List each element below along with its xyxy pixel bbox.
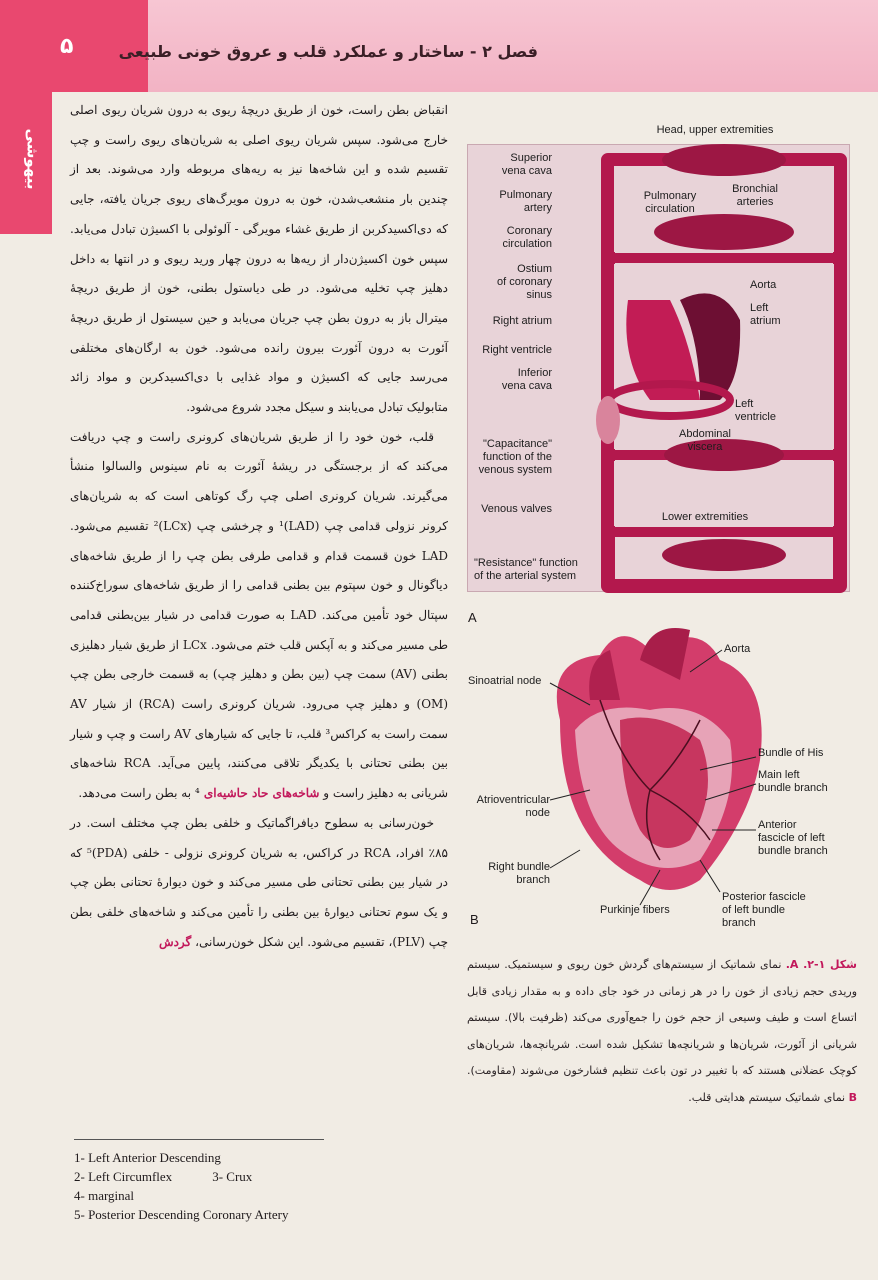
paragraph-2-line: چپ دریافت می‌کند که از برجستگی در ریشهٔ آئورت به نام xyxy=(70,429,448,474)
label-posterior-fascicle: Posterior fascicle of left bundle branch xyxy=(722,891,806,929)
label-aorta-b: Aorta xyxy=(724,643,751,655)
label-sa-node: Sinoatrial node xyxy=(468,675,542,687)
label-av-node: Atrioventricular node xyxy=(476,794,550,819)
paragraph-1-line: دیاستول بطنی، خون از طریق دریچهٔ میترال باز به درون بطن xyxy=(70,281,449,325)
paragraph-2-line: دهلیز چپ می‌رود. شریان کرونری راست (RCA) از شیار AV xyxy=(70,697,398,712)
caption-label: شکل ۱-۲. A. xyxy=(785,958,857,971)
label-pa: Pulmonary artery xyxy=(499,189,552,214)
paragraph-1-line: انقباض بطن راست، خون از طریق دریچهٔ ریوی به درون شریان xyxy=(126,103,448,117)
heart-illustration xyxy=(557,628,762,890)
paragraph-3-line: کرونری نزولی - خلفی (PDA)⁵ که در شیار بین بطنی تحتانی xyxy=(70,845,448,890)
paragraph-1-line: ریه‌های مربوطه وارد می‌شوند. بعد از چندین بار منشعب‌شدن، xyxy=(70,162,448,207)
paragraph-1-line: درون آئورت بیرون رانده می‌شود. خون به ارگان‌های مختلفی xyxy=(70,340,395,355)
panel-label-a: A xyxy=(468,610,477,625)
side-tab-label: بیهوشی xyxy=(23,128,42,190)
label-rv: Right ventricle xyxy=(482,344,552,356)
panel-label-b: B xyxy=(470,912,479,927)
paragraph-2-line: سینوس والسالوا منشأ می‌گیرند. شریان کرونری اصلی چپ رگ xyxy=(70,459,448,504)
label-ostium: Ostium of coronary sinus xyxy=(496,263,552,301)
footnote-1: 1- Left Anterior Descending xyxy=(74,1150,221,1165)
paragraph-1-line: خون به درون مویرگ‌های ریوی جریان یافته، جایی که xyxy=(70,192,448,236)
caption-text-1: نمای شماتیک از سیستم‌های گردش خون ریوی و سیستمیک. سیستم وریدی حجم زیادی از خون را در هر زمانی در خود جای داده و به مقدار زیادی قابل اتساع است و طیف وسیعی از حجم خون را جمع‌آوری می‌کند (ظرفیت بالا). سیستم شریانی از آئورت، شریان‌ها و شریانچه‌ها تشکیل شده است. شریانچه‌ها، شریان‌های کوچک عضلانی هستند که با تغییر در تون باعث تنظیم فشارخون می‌شوند (مقاومت). xyxy=(467,958,857,1077)
accent-branches: شاخه‌های xyxy=(268,786,320,801)
label-purkinje: Purkinje fibers xyxy=(600,904,670,916)
paragraph-1-line: دی‌اکسیدکربن از طریق غشاء مویرگی - آلوئولی با اکسیژن تبادل xyxy=(106,221,432,236)
paragraph-1-line: چپ جریان می‌یابد و حین سیستول از طریق دریچهٔ آئورت به xyxy=(70,310,448,355)
paragraph-1-line: زائد متابولیک تبادل می‌یابند و سیکل مجدد شروع می‌شود. xyxy=(70,370,448,415)
footnote-2: 2- Left Circumflex xyxy=(74,1169,173,1184)
label-pulm-circ: Pulmonary circulation xyxy=(643,190,697,215)
caption-mark-b: B xyxy=(848,1090,857,1104)
label-aorta-a: Aorta xyxy=(750,279,777,291)
label-rbb: Right bundle branch xyxy=(488,861,550,886)
accent-circulation: گردش xyxy=(158,934,192,949)
label-resistance: "Resistance" function of the arterial system xyxy=(474,557,578,582)
paragraph-2-line: کوتاهی است که به شریان‌های کرونر نزولی قدامی چپ xyxy=(70,489,448,533)
label-coronary: Coronary circulation xyxy=(502,225,552,250)
paragraph-2-line: سمت راست به کراکس³ قلب، تا جایی که شیارهای AV راست و xyxy=(125,726,448,741)
paragraph-1-line: شریان‌های ریوی راست و چپ تقسیم شده و این شاخه‌ها نیز به xyxy=(70,132,448,177)
label-ivc: Inferior vena cava xyxy=(501,367,552,392)
paragraph-2-line: چپ و شیار بین بطنی تحتانی با یکدیگر تلاقی می‌کنند، پایین xyxy=(70,726,448,771)
label-svc: Superior vena cava xyxy=(501,152,552,177)
paragraph-2-line: می‌شود. LCx از طریق شیار دهلیزی بطنی (AV) سمت چپ xyxy=(70,637,449,682)
paragraph-2-line: (بین بطن و دهلیز چپ) به قسمت خارجی بطن چپ (OM) و xyxy=(70,667,448,712)
paragraph-2-line: قلب، خون خود را از طریق شریان‌های کرونری راست و xyxy=(131,429,434,444)
paragraph-3-line: طی مسیر می‌کند و خون دیوارهٔ تحتانی بطن چپ و یک سوم xyxy=(70,875,448,919)
label-la: Left atrium xyxy=(750,302,781,327)
paragraph-1-line: ریوی اصلی خارج می‌شود. سپس شریان ریوی اصلی به xyxy=(70,103,448,147)
paragraph-3-line: مختلف است. در ۸۵٪ افراد، RCA در کراکس، به شریان xyxy=(70,815,448,860)
label-abdominal: Abdominal viscera xyxy=(679,428,731,453)
label-venous-valves: Venous valves xyxy=(481,503,552,515)
paragraph-2-line: سوراخ‌کننده سپتال خود تأمین می‌کند. LAD به صورت قدامی در xyxy=(70,578,448,622)
paragraph-1-line: می‌یابد. سپس خون اکسیژن‌دار از ریه‌ها به درون چهار ورید xyxy=(70,221,449,266)
paragraph-2-line: قسمت قدام و قدامی طرفی بطن چپ را از طریق شاخه‌های xyxy=(70,548,389,563)
label-lower: Lower extremities xyxy=(661,511,749,523)
paragraph-2-end: ⁴ به بطن راست می‌دهد. xyxy=(78,786,200,801)
paragraph-2-line: می‌آید. RCA شاخه‌های شریانی به دهلیز راست و xyxy=(70,756,448,801)
page-number: ۵ xyxy=(60,34,74,59)
label-capacitance: "Capacitance" function of the venous system xyxy=(478,438,552,476)
label-anterior-fascicle: Anterior fascicle of left bundle branch xyxy=(758,819,828,857)
paragraph-3-line: چپ (PLV)، تقسیم می‌شود. این شکل خون‌رسانی، xyxy=(191,934,448,949)
paragraph-2-line: دیاگونال و خون سپتوم بین بطنی قدامی را از طریق شاخه‌های xyxy=(128,578,448,593)
paragraph-3-line: خون‌رسانی به سطوح دیافراگماتیک و خلفی بطن چپ xyxy=(155,815,434,830)
footnote-5: 5- Posterior Descending Coronary Artery xyxy=(74,1207,289,1222)
paragraph-1-line: ریوی و در انتها به داخل دهلیز چپ تخلیه می‌شود. در طی xyxy=(70,251,449,296)
footnote-3: 3- Crux xyxy=(212,1169,253,1184)
paragraph-2-line: شیار بین‌بطنی قدامی طی مسیر می‌کند و به آپکس قلب ختم xyxy=(70,607,449,652)
paragraph-2-line: (LAD)¹ و چرخشی چپ (LCx)² تقسیم می‌شود. LAD خون xyxy=(70,518,448,563)
figure-caption xyxy=(467,952,857,1111)
label-bronchial: Bronchial arteries xyxy=(732,183,778,208)
label-mlbb: Main left bundle branch xyxy=(758,769,828,794)
label-lv: Left ventricle xyxy=(735,398,776,423)
accent-acute-marginal: حاد حاشیه‌ای xyxy=(199,786,269,801)
chapter-title: فصل ۲ - ساختار و عملکرد قلب و عروق خونی طبیعی xyxy=(118,42,538,61)
paragraph-3-line: تحتانی دیوارهٔ بین بطنی را تأمین می‌کند و شاخه‌های خلفی بطن xyxy=(70,904,391,919)
footnote-4: 4- marginal xyxy=(74,1188,135,1203)
label-ra: Right atrium xyxy=(492,315,552,327)
label-his: Bundle of His xyxy=(758,747,824,759)
caption-text-2: نمای شماتیک سیستم هدایتی قلب. xyxy=(688,1090,846,1104)
label-head: Head, upper extremities xyxy=(656,124,774,136)
paragraph-1-line: می‌رسد جایی که اکسیژن و مواد غذایی با دی‌اکسیدکربن و مواد xyxy=(88,370,448,385)
